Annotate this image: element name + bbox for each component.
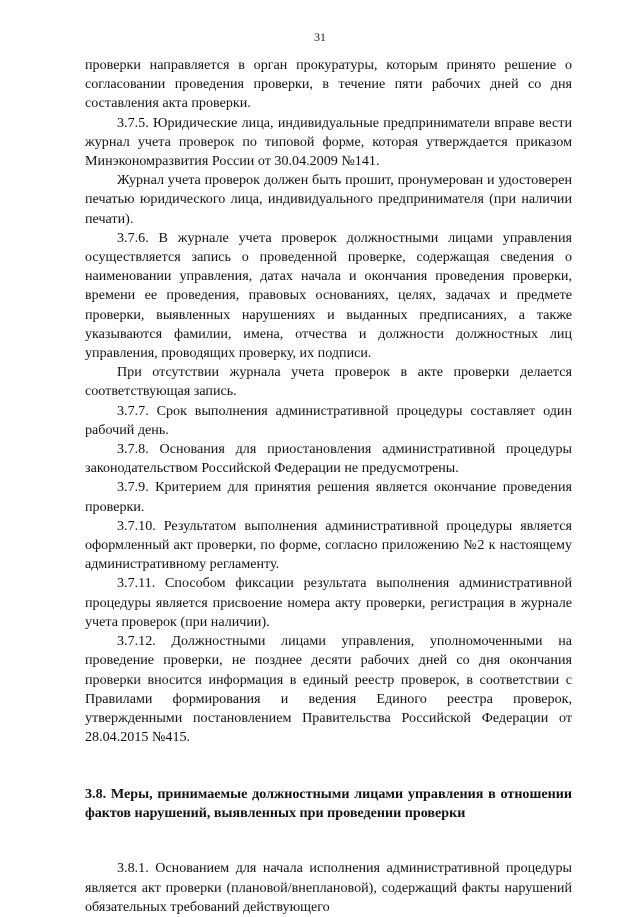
- paragraph-journal-binding: Журнал учета проверок должен быть прошит, пронумерован и удостоверен печатью юридического лица, индивидуального предпринимателя (при наличии печати).: [85, 172, 572, 227]
- section-heading: [85, 785, 572, 823]
- paragraph-continuation: проверки направляется в орган прокуратуры, которым принято решение о согласовании проведения проверки, в течение пяти рабочих дней со дня составления акта проверки.: [85, 57, 572, 112]
- paragraph-3-7-10: 3.7.10. Результатом выполнения административной процедуры является оформленный акт проверки, по форме, согласно приложению №2 к настоящему административному регламенту.: [85, 517, 572, 573]
- section-title: Меры, принимаемые должностными лицами управления в отношении фактов нарушений, выявленных при проведении проверки: [85, 786, 572, 822]
- page-body: [85, 56, 572, 917]
- paragraph-no-journal: При отсутствии журнала учета проверок в акте проверки делается соответствующая запись.: [85, 364, 572, 400]
- page-number: 31: [314, 30, 326, 44]
- paragraph-3-7-11: 3.7.11. Способом фиксации результата выполнения административной процедуры является присвоение номера акту проверки, регистрация в журнале учета проверок (при наличии).: [85, 575, 572, 630]
- paragraph-3-7-7: 3.7.7. Срок выполнения административной процедуры составляет один рабочий день.: [85, 402, 572, 438]
- paragraph-3-7-12: 3.7.12. Должностными лицами управления, уполномоченными на проведение проверки, не позднее десяти рабочих дней со дня окончания проверки вносится информация в единый реестр проверок, в соответствии с Правилами формирования и ведения Единого реестра проверок, утвержденными постановлением Правительства Российской Федерации от 28.04.2015 №415.: [85, 633, 572, 746]
- paragraph-3-7-6: 3.7.6. В журнале учета проверок должностными лицами управления осуществляется запись о проведенной проверке, содержащая сведения о наименовании управления, датах начала и окончания проведения проверки, времени ее проведения, правовых основаниях, целях, задачах и предмете проверки, выявленных нарушениях и выданных предписаниях, а также указываются фамилии, имена, отчества и должности должностных лиц управления, проводящих проверку, их подписи.: [85, 229, 572, 362]
- paragraph-3-7-8: 3.7.8. Основания для приостановления административной процедуры законодательством Российской Федерации не предусмотрены.: [85, 441, 572, 477]
- paragraph-3-7-5: 3.7.5. Юридические лица, индивидуальные предприниматели вправе вести журнал учета проверок по типовой форме, которая утверждается приказом Минэкономразвития России от 30.04.2009 №141.: [85, 114, 572, 170]
- paragraph-3-7-9: 3.7.9. Критерием для принятия решения является окончание проведения проверки.: [85, 479, 572, 515]
- paragraph-3-8-1: 3.8.1. Основанием для начала исполнения административной процедуры является акт проверки (плановой/внеплановой), содержащий факты нарушений обязательных требований действующего: [85, 860, 572, 915]
- section-number: 3.8.: [85, 786, 107, 803]
